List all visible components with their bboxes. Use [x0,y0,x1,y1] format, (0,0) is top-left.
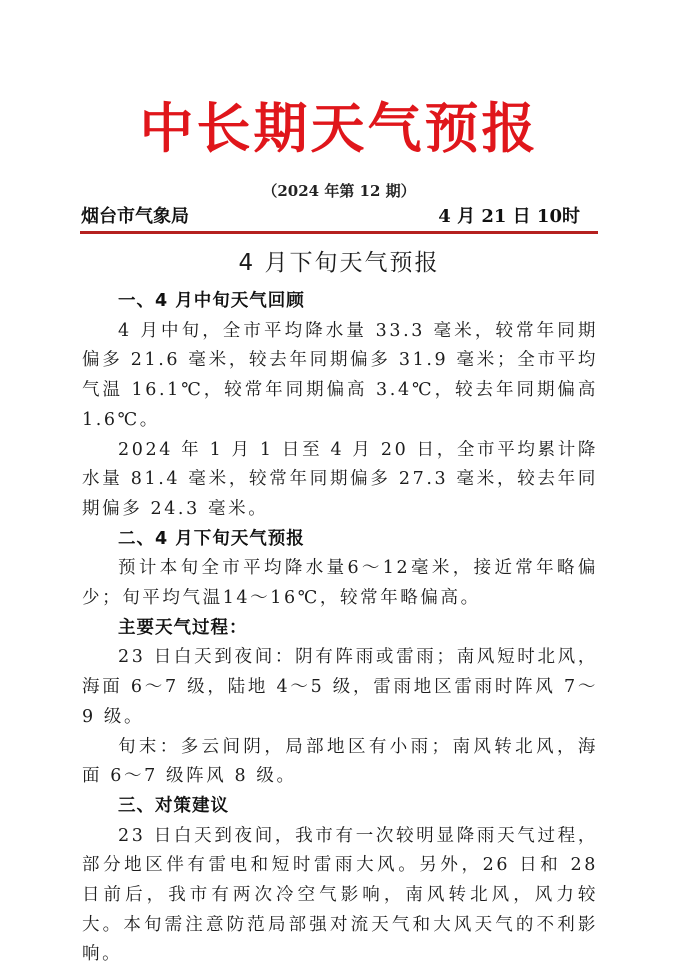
section-recommendations [82,792,598,970]
section-weather-processes [82,614,598,792]
issue-date: 4 月 21 日 10时 [438,206,580,227]
document-body [82,287,598,970]
section-review [82,287,598,525]
header-divider [80,231,598,234]
masthead-title: 中长期天气预报 [139,96,539,160]
issue-number: （2024 年第 12 期） [262,182,416,200]
paragraph: 23 日白天到夜间，我市有一次较明显降雨天气过程，部分地区伴有雷电和短时雷雨大风。另外，26 日和 28 日前后，我市有两次冷空气影响，南风转北风，风力较大。本旬需注意防范局部强对流天气和大风天气的不利影响。 [82,825,598,965]
section-heading: 主要天气过程： [118,617,248,638]
section-heading: 三、对策建议 [118,795,229,816]
paragraph: 旬末：多云间阴，局部地区有小雨；南风转北风，海面 6～7 级阵风 8 级。 [82,736,598,787]
paragraph: 预计本旬全市平均降水量6～12毫米，接近常年略偏少；旬平均气温14～16℃，较常年略偏高。 [82,558,598,609]
section-heading: 一、4 月中旬天气回顾 [118,291,305,311]
issuer-name: 烟台市气象局 [81,206,189,227]
paragraph: 2024 年 1 月 1 日至 4 月 20 日，全市平均累计降水量 81.4 毫米，较常年同期偏多 27.3 毫米，较去年同期偏多 24.3 毫米。 [82,439,598,519]
document-title: 4 月下旬天气预报 [238,250,440,276]
section-forecast [82,525,598,614]
paragraph: 23 日白天到夜间：阴有阵雨或雷雨；南风短时北风，海面 6～7 级，陆地 4～5 级，雷雨地区雷雨时阵风 7～9 级。 [82,647,598,727]
section-heading: 二、4 月下旬天气预报 [118,528,305,549]
paragraph: 4 月中旬，全市平均降水量 33.3 毫米，较常年同期偏多 21.6 毫米，较去年同期偏多 31.9 毫米；全市平均气温 16.1℃，较常年同期偏高 3.4℃，较去年同期偏高 1.6℃。 [82,320,598,430]
